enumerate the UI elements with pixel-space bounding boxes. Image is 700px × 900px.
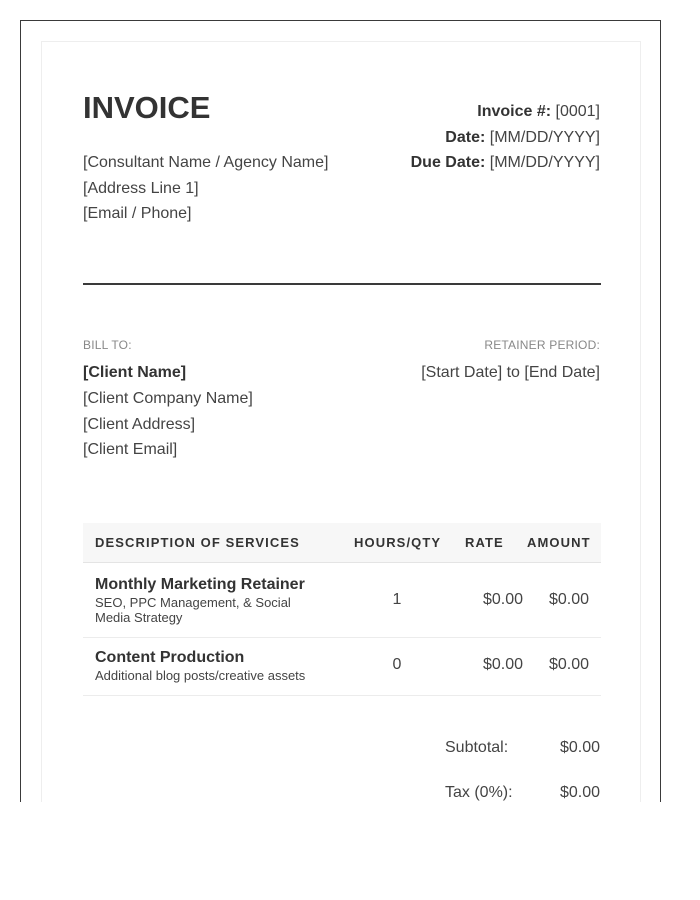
subtotal-value: $0.00	[559, 739, 600, 756]
header-amount: AMOUNT	[527, 535, 591, 550]
service-rate: $0.00	[482, 591, 523, 608]
service-amount: $0.00	[548, 656, 589, 673]
tax-value: $0.00	[559, 784, 600, 801]
client-company: [Client Company Name]	[83, 390, 253, 407]
client-name: [Client Name]	[83, 364, 187, 381]
service-description-continued: Media Strategy	[95, 610, 183, 625]
due-date-value: [MM/DD/YYYY]	[489, 154, 600, 171]
table-row	[83, 564, 601, 638]
invoice-date-line	[445, 128, 600, 148]
consultant-address: [Address Line 1]	[83, 180, 199, 197]
header-hours-qty: HOURS/QTY	[354, 535, 442, 550]
subtotal-label: Subtotal:	[445, 739, 509, 756]
consultant-name: [Consultant Name / Agency Name]	[83, 154, 329, 171]
invoice-number-value: [0001]	[555, 103, 600, 120]
invoice-number-label: Invoice #:	[477, 103, 552, 120]
service-qty: 0	[392, 656, 402, 673]
invoice-date-label: Date:	[445, 129, 486, 146]
invoice-sheet	[41, 41, 641, 802]
service-rate: $0.00	[482, 656, 523, 673]
invoice-number-line	[477, 102, 600, 122]
due-date-line	[411, 153, 600, 173]
service-title: Monthly Marketing Retainer	[95, 576, 305, 593]
service-description: SEO, PPC Management, & Social	[95, 595, 291, 610]
retainer-period-label: RETAINER PERIOD:	[484, 338, 600, 352]
service-amount: $0.00	[548, 591, 589, 608]
due-date-label: Due Date:	[410, 154, 486, 171]
document-viewport	[20, 20, 661, 802]
tax-label: Tax (0%):	[445, 784, 513, 801]
client-email: [Client Email]	[83, 441, 178, 458]
consultant-contact: [Email / Phone]	[83, 205, 192, 222]
service-qty: 1	[392, 591, 402, 608]
header-description: DESCRIPTION OF SERVICES	[95, 535, 300, 550]
service-title: Content Production	[95, 649, 245, 666]
bill-to-label: BILL TO:	[83, 338, 132, 352]
invoice-date-value: [MM/DD/YYYY]	[489, 129, 600, 146]
client-address: [Client Address]	[83, 416, 196, 433]
table-row	[83, 638, 601, 696]
service-description: Additional blog posts/creative assets	[95, 668, 306, 683]
services-table-header	[83, 523, 601, 563]
header-divider	[83, 283, 601, 285]
header-rate: RATE	[465, 535, 504, 550]
invoice-title: INVOICE	[83, 90, 211, 125]
retainer-period-value: [Start Date] to [End Date]	[421, 364, 600, 381]
